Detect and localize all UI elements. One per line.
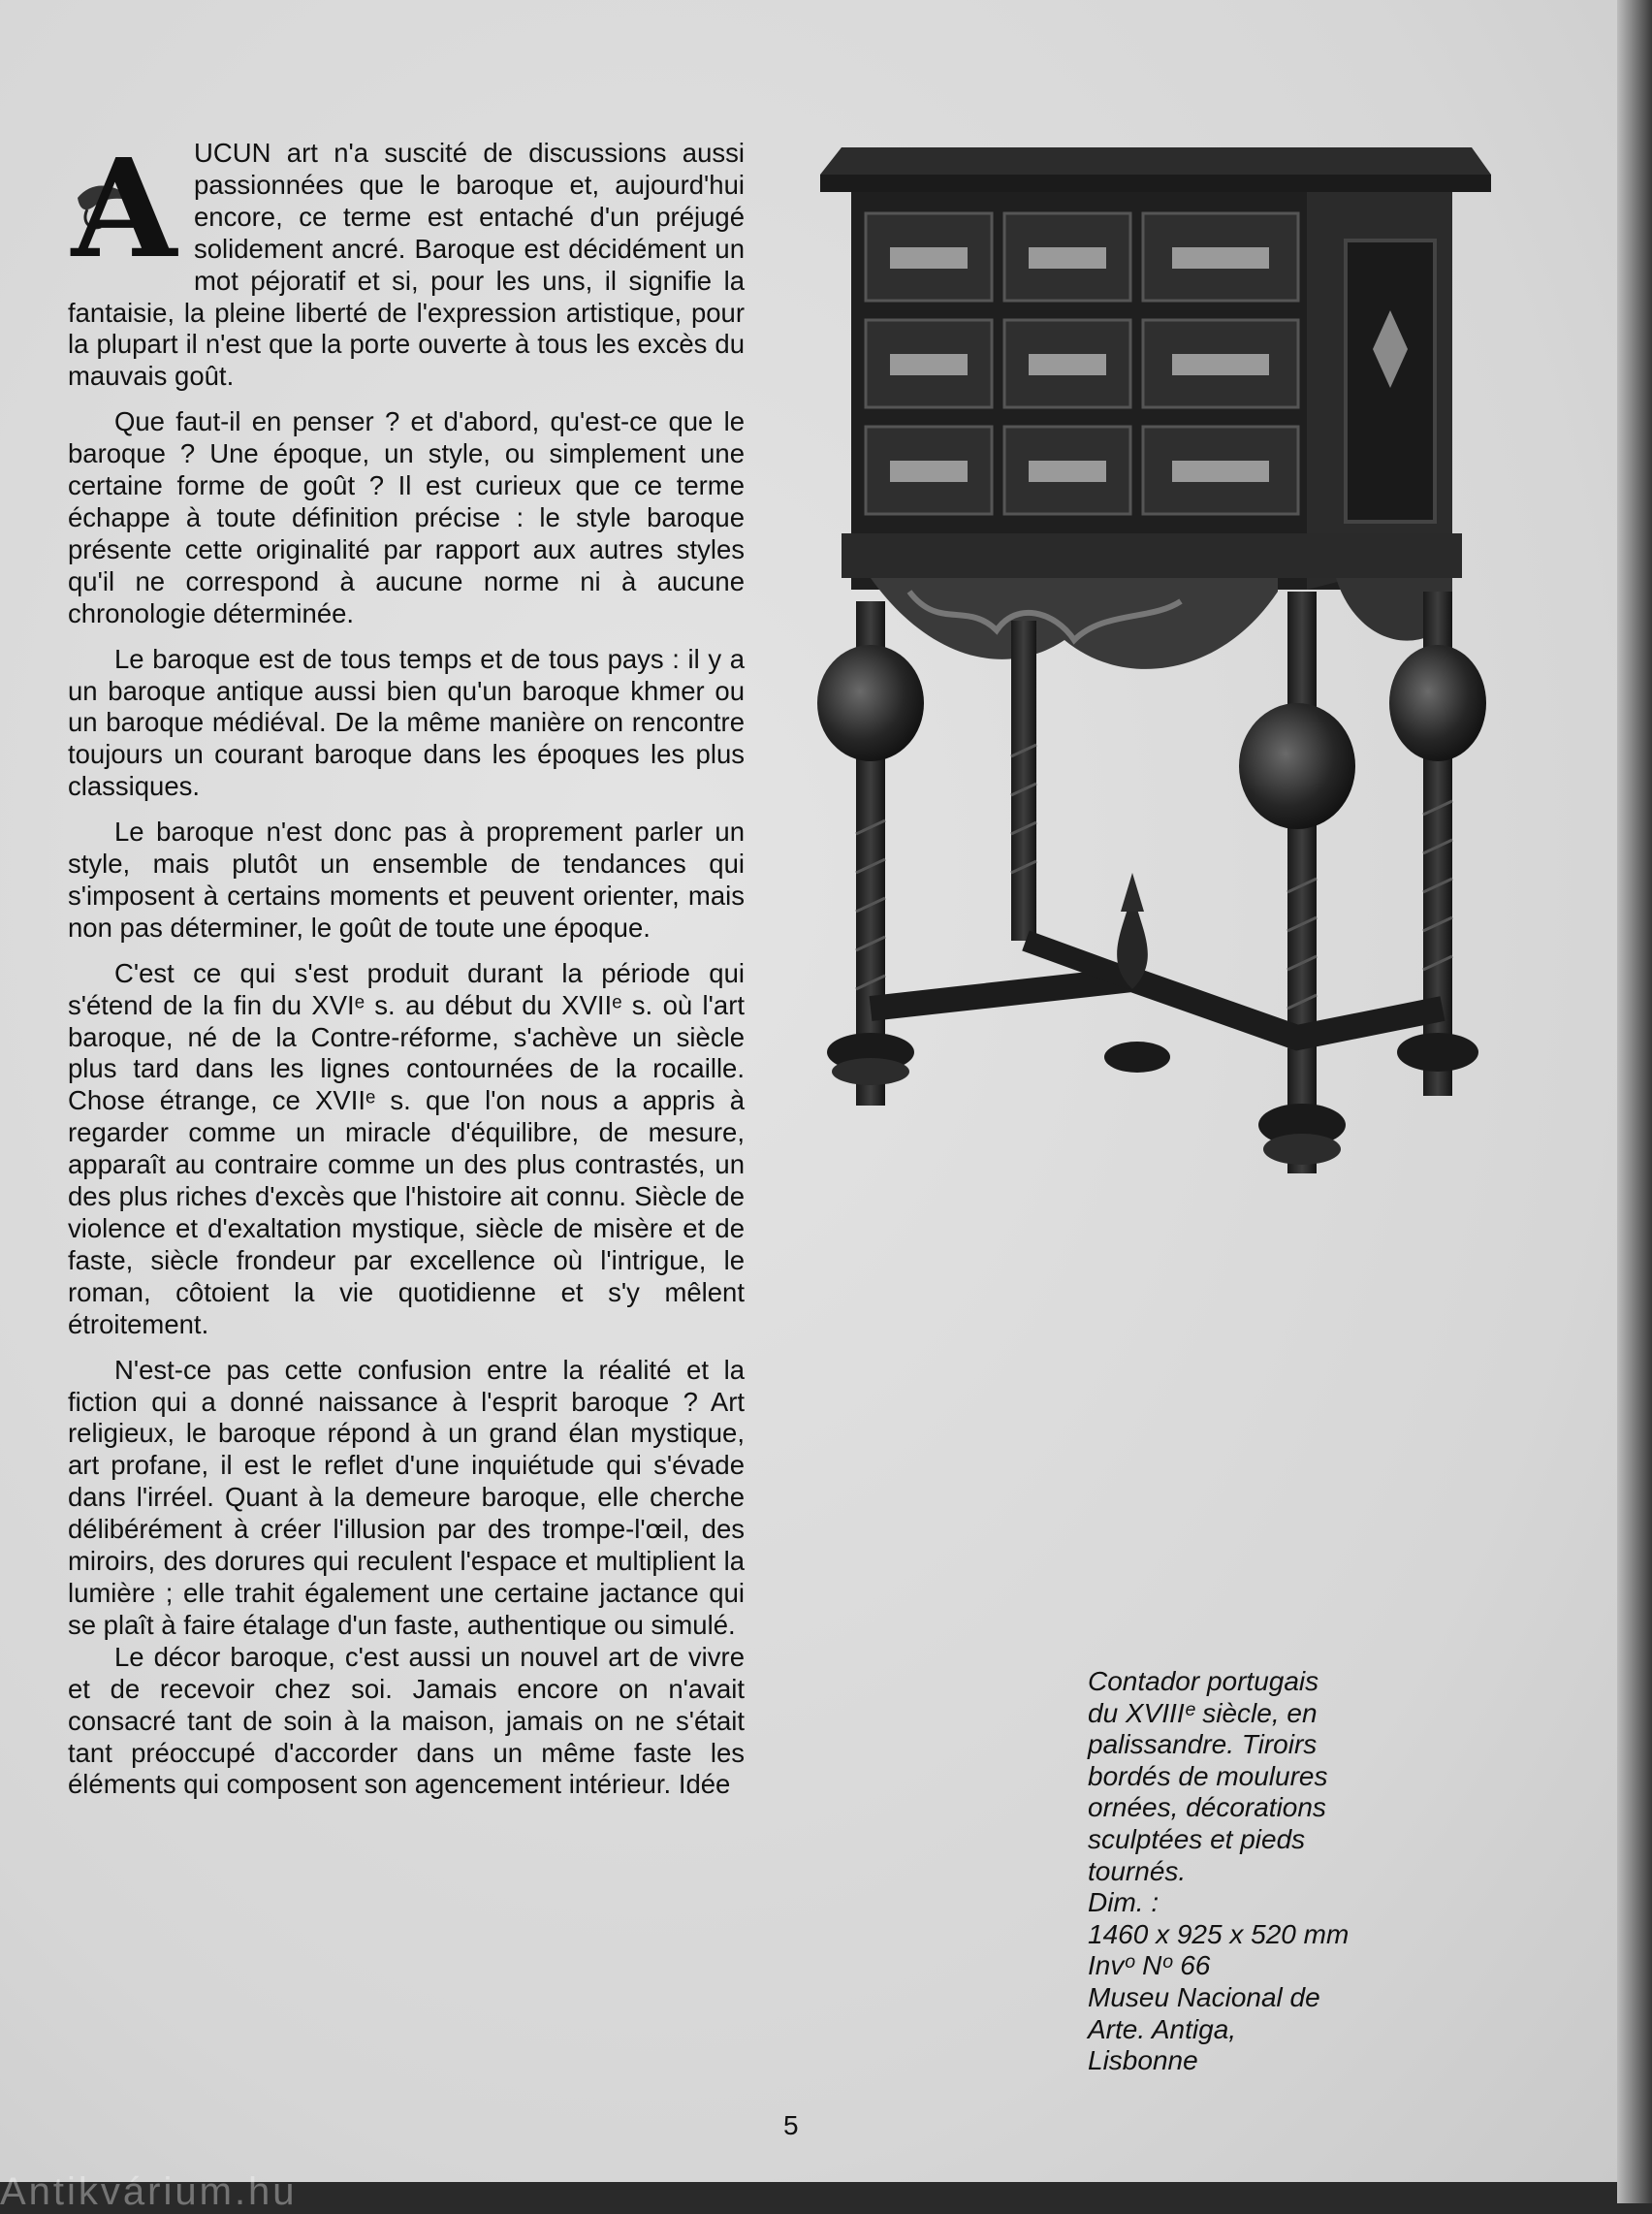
caption-line: du XVIIIᵉ siècle, en — [1088, 1697, 1318, 1728]
caption-line: ornées, décorations — [1088, 1792, 1326, 1823]
caption-line: Contador portugais — [1088, 1666, 1319, 1696]
caption-line: Arte. Antiga, — [1088, 2013, 1237, 2044]
caption-line: Lisbonne — [1088, 2045, 1198, 2076]
caption-line: Museu Nacional de — [1088, 1981, 1320, 2012]
contador-cabinet-photo — [812, 136, 1501, 1183]
paragraph-3: Le baroque est de tous temps et de tous pays : il y a un baroque antique aussi bien qu'un baroque khmer ou un baroque médiéval. De la même manière on rencontre toujours un courant baroque dans les époques les plus classiques. — [68, 643, 745, 802]
paragraph-1-text: UCUN art n'a suscité de discussions aussi passionnées que le baroque et, aujourd'hui encore, ce terme est entaché d'un préjugé solidement ancré. Baroque est décidément un mot péjoratif et si, pour les uns, il signifie la fantaisie, la pleine liberté de l'expression artistique, pour la plupart il n'est que la porte ouverte à tous les excès du mauvais goût. — [68, 138, 745, 392]
caption-line: Dim. : — [1088, 1887, 1160, 1918]
book-spine-edge — [1617, 0, 1652, 2203]
paragraph-4: Le baroque n'est donc pas à proprement parler un style, mais plutôt un ensemble de tendances qui s'imposent à certains moments et peuvent orienter, mais non pas déterminer, le goût de toute une époque. — [68, 817, 745, 943]
caption-line: tournés. — [1088, 1855, 1187, 1886]
watermark-text: Antikvárium.hu — [0, 2170, 298, 2213]
caption-line: sculptées et pieds — [1088, 1823, 1306, 1854]
article-text-column — [68, 138, 745, 1814]
caption-line: palissandre. Tiroirs — [1088, 1729, 1318, 1760]
caption-line: bordés de moulures — [1088, 1760, 1328, 1791]
paragraph-2: Que faut-il en penser ? et d'abord, qu'est-ce que le baroque ? Une époque, un style, ou simplement une certaine forme de goût ? Il est curieux que ce terme échappe à toute définition précise : le style baroque présente cette originalité par rapport aux autres styles qu'il ne correspond à aucune norme ni à aucune chronologie déterminée. — [68, 406, 745, 628]
paragraph-7: Le décor baroque, c'est aussi un nouvel art de vivre et de recevoir chez soi. Jamais encore on n'avait consacré tant de soin à la maison, jamais on ne s'était tant préoccupé d'accorder dans un même faste les éléments qui composent son agencement intérieur. Idée — [68, 1641, 745, 1800]
page-number: 5 — [783, 2110, 799, 2140]
dropcap-letter: A — [71, 142, 177, 266]
decorated-dropcap-icon — [68, 142, 182, 266]
paragraph-6: N'est-ce pas cette confusion entre la réalité et la fiction qui a donné naissance à l'esprit baroque ? Art religieux, le baroque répond à un grand élan mystique, art profane, il est le reflet d'une inquiétude qui s'évade dans l'irréel. Quant à la demeure baroque, elle cherche délibérément à créer l'illusion par des trompe-l'œil, des miroirs, des dorures qui reculent l'espace et multiplient la lumière ; elle trahit également une certaine jactance qui se plaît à faire étalage d'un faste, authentique ou simulé. — [68, 1354, 745, 1640]
paragraph-1 — [68, 138, 745, 393]
caption-line: Invᵒ Nᵒ 66 — [1088, 1950, 1211, 1981]
caption-line: 1460 x 925 x 520 mm — [1088, 1918, 1350, 1949]
paragraph-5: C'est ce qui s'est produit durant la période qui s'étend de la fin du XVIᵉ s. au début du XVIIᵉ s. où l'art baroque, né de la Contre-réforme, s'achève un siècle plus tard dans les lignes contournées de la rocaille. Chose étrange, ce XVIIᵉ s. que l'on nous a appris à regarder comme un miracle d'équilibre, de mesure, apparaît au contraire comme un des plus contrastés, un des plus riches d'excès que l'histoire ait connu. Siècle de violence et d'exaltation mystique, siècle de misère et de faste, siècle frondeur par excellence où l'intrigue, le roman, côtoient la vie quotidienne et s'y mêlent étroitement. — [68, 957, 745, 1339]
photo-caption — [1088, 1666, 1408, 2077]
